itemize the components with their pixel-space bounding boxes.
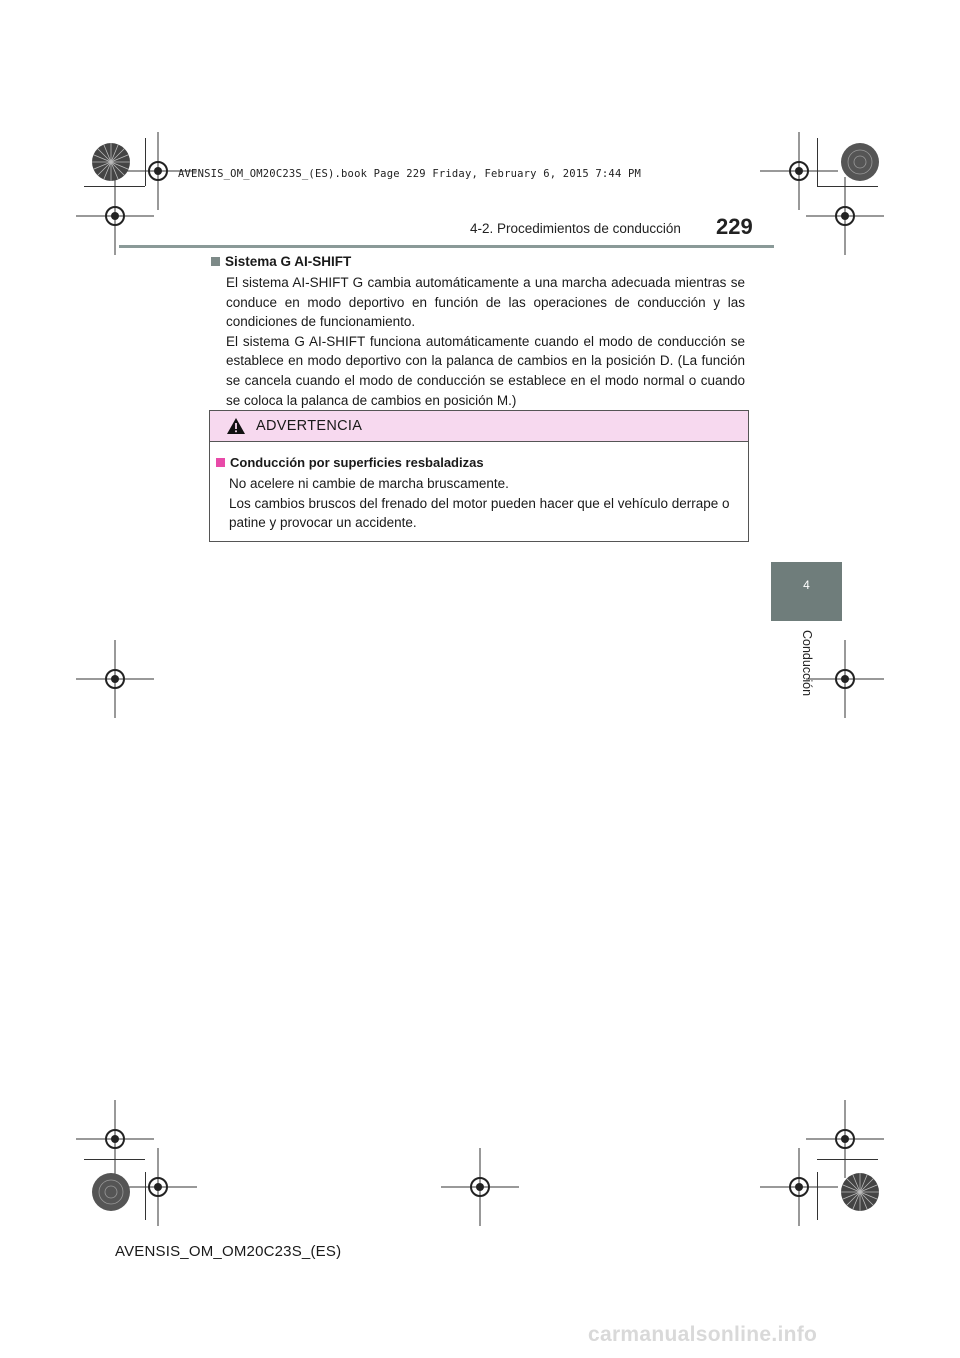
rosette-icon: [840, 1172, 880, 1212]
registration-crosshair-icon: [76, 640, 154, 718]
section-body: [211, 273, 745, 410]
section-heading: [211, 254, 745, 269]
warning-header: [210, 411, 748, 442]
rosette-icon: [91, 1172, 131, 1212]
warning-subheading-text: Conducción por superficies resbaladizas: [230, 455, 484, 470]
content-section: [211, 254, 745, 410]
warning-subheading: [216, 455, 738, 470]
registration-crosshair-icon: [806, 177, 884, 255]
warning-content: [210, 442, 748, 533]
watermark: carmanualsonline.info: [588, 1323, 818, 1346]
header-rule: [119, 245, 774, 248]
page-number: 229: [716, 214, 753, 239]
document-code: AVENSIS_OM_OM20C23S_(ES): [115, 1243, 342, 1260]
chapter-label: Conducción: [800, 630, 814, 697]
paragraph: El sistema AI-SHIFT G cambia automáticamente a una marcha adecuada mientras se conduce en modo deportivo en función de las operaciones de conducción y las condiciones de funcionamiento.: [226, 275, 745, 330]
rosette-icon: [91, 142, 131, 182]
section-heading-text: Sistema G AI-SHIFT: [225, 254, 352, 269]
warning-body: [216, 474, 738, 533]
chapter-tab: [771, 562, 842, 621]
square-bullet-icon: [211, 257, 220, 266]
registration-crosshair-icon: [76, 177, 154, 255]
print-stamp: AVENSIS_OM_OM20C23S_(ES).book Page 229 Friday, February 6, 2015 7:44 PM: [178, 168, 642, 180]
registration-crosshair-icon: [441, 1148, 519, 1226]
warning-line: Los cambios bruscos del frenado del motor pueden hacer que el vehículo derrape o patine y provocar un accidente.: [229, 495, 730, 531]
warning-line: No acelere ni cambie de marcha bruscamente.: [229, 476, 509, 491]
paragraph: El sistema G AI-SHIFT funciona automáticamente cuando el modo de conducción se establece en modo deportivo con la palanca de cambios en la posición D. (La función se cancela cuando el modo de conducción se establece en el modo normal o cuando se coloca la palanca de cambios en posición M.): [226, 333, 745, 408]
section-title: 4-2. Procedimientos de conducción: [470, 221, 681, 236]
registration-crosshair-icon: [760, 1148, 838, 1226]
rosette-icon: [840, 142, 880, 182]
chapter-number: 4: [803, 578, 810, 592]
warning-box: [209, 410, 749, 542]
warning-title: ADVERTENCIA: [256, 418, 363, 434]
registration-crosshair-icon: [806, 640, 884, 718]
square-bullet-icon: [216, 458, 225, 467]
warning-triangle-icon: [226, 417, 246, 435]
